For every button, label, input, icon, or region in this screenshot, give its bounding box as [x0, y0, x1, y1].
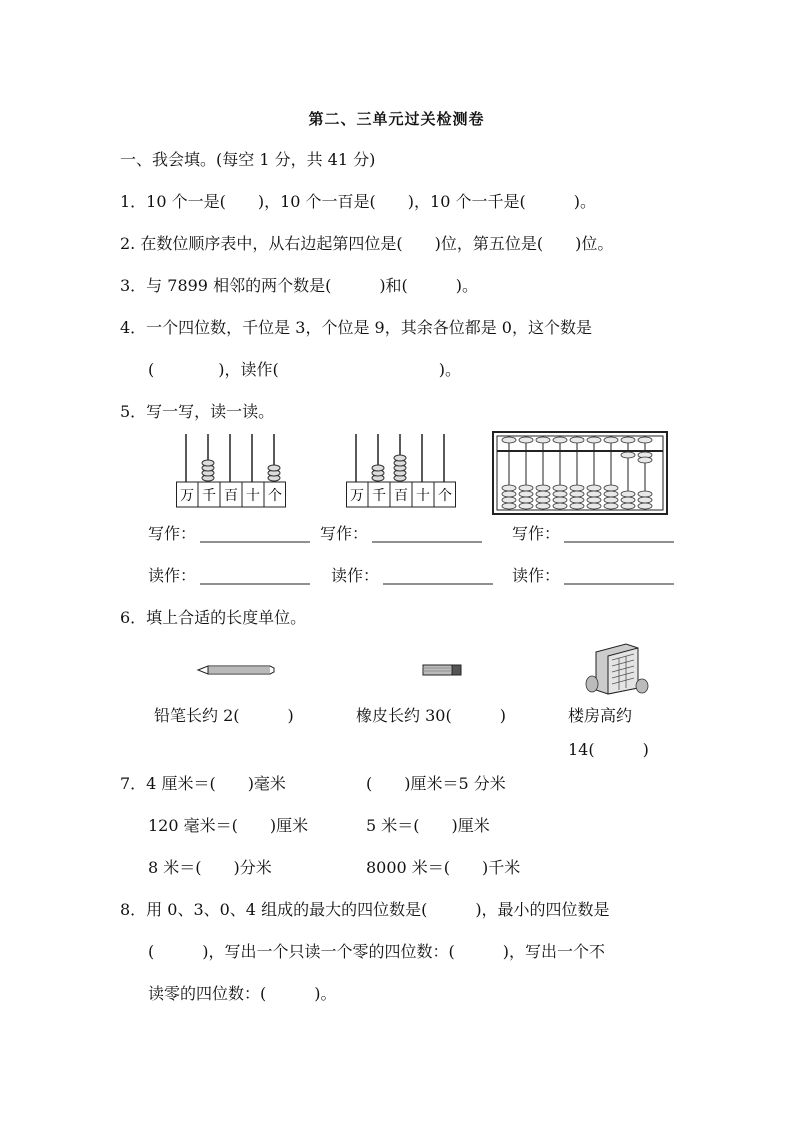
section-heading: 一、我会填。(每空 1 分，共 41 分) — [120, 150, 376, 169]
building-caption: 楼房高约 — [568, 706, 633, 725]
question-8-line2: ( )，写出一个只读一个零的四位数：( )，写出一个不 — [148, 942, 605, 961]
place-label-wan: 万 — [350, 488, 364, 504]
question-6: 6．填上合适的长度单位。 — [120, 608, 307, 627]
place-label-qian: 千 — [372, 488, 386, 504]
place-label-shi: 十 — [246, 488, 260, 504]
write-blank[interactable] — [372, 540, 484, 544]
question-7-row2-left: 120 毫米＝( )厘米 — [148, 816, 309, 835]
abacus-icon — [176, 432, 286, 512]
write-label: 写作： — [320, 524, 369, 543]
read-label: 读作： — [148, 566, 197, 585]
question-3: 3．与 7899 相邻的两个数是( )和( )。 — [120, 276, 479, 295]
eraser-icon — [422, 663, 464, 677]
question-8-line3: 读零的四位数：( )。 — [148, 984, 337, 1003]
building-icon — [586, 640, 648, 696]
place-label-ge: 个 — [438, 488, 452, 504]
pencil-caption: 铅笔长约 2( ) — [154, 706, 294, 725]
building-caption-2: 14( ) — [568, 740, 649, 759]
question-7-row3-left: 8 米＝( )分米 — [148, 858, 272, 877]
question-5: 5．写一写，读一读。 — [120, 402, 275, 421]
read-label: 读作： — [331, 566, 380, 585]
question-7-row2-right: 5 米＝( )厘米 — [366, 816, 490, 835]
page-title: 第二、三单元过关检测卷 — [308, 110, 485, 128]
read-blank[interactable] — [383, 582, 495, 586]
write-label: 写作： — [512, 524, 561, 543]
place-label-bai: 百 — [224, 488, 238, 504]
write-blank[interactable] — [200, 540, 312, 544]
question-1: 1．10 个一是( )，10 个一百是( )，10 个一千是( )。 — [120, 192, 596, 211]
question-2: 2. 在数位顺序表中，从右边起第四位是( )位，第五位是( )位。 — [120, 234, 614, 253]
question-4-line1: 4．一个四位数，千位是 3，个位是 9，其余各位都是 0，这个数是 — [120, 318, 592, 337]
abacus-icon — [346, 432, 456, 512]
abacus-icon — [492, 431, 668, 516]
read-blank[interactable] — [564, 582, 676, 586]
place-label-ge: 个 — [268, 488, 282, 504]
place-label-wan: 万 — [180, 488, 194, 504]
read-label: 读作： — [512, 566, 561, 585]
place-label-qian: 千 — [202, 488, 216, 504]
pencil-icon — [196, 663, 276, 677]
question-7-row1-left: 7．4 厘米＝( )毫米 — [120, 774, 286, 793]
place-label-bai: 百 — [394, 488, 408, 504]
write-blank[interactable] — [564, 540, 676, 544]
question-7-row3-right: 8000 米＝( )千米 — [366, 858, 521, 877]
eraser-caption: 橡皮长约 30( ) — [356, 706, 506, 725]
question-4-line2: ( )，读作( )。 — [148, 360, 461, 379]
question-7-row1-right: ( )厘米＝5 分米 — [366, 774, 506, 793]
place-label-shi: 十 — [416, 488, 430, 504]
read-blank[interactable] — [200, 582, 312, 586]
write-label: 写作： — [148, 524, 197, 543]
question-8-line1: 8．用 0、3、0、4 组成的最大的四位数是( )，最小的四位数是 — [120, 900, 610, 919]
